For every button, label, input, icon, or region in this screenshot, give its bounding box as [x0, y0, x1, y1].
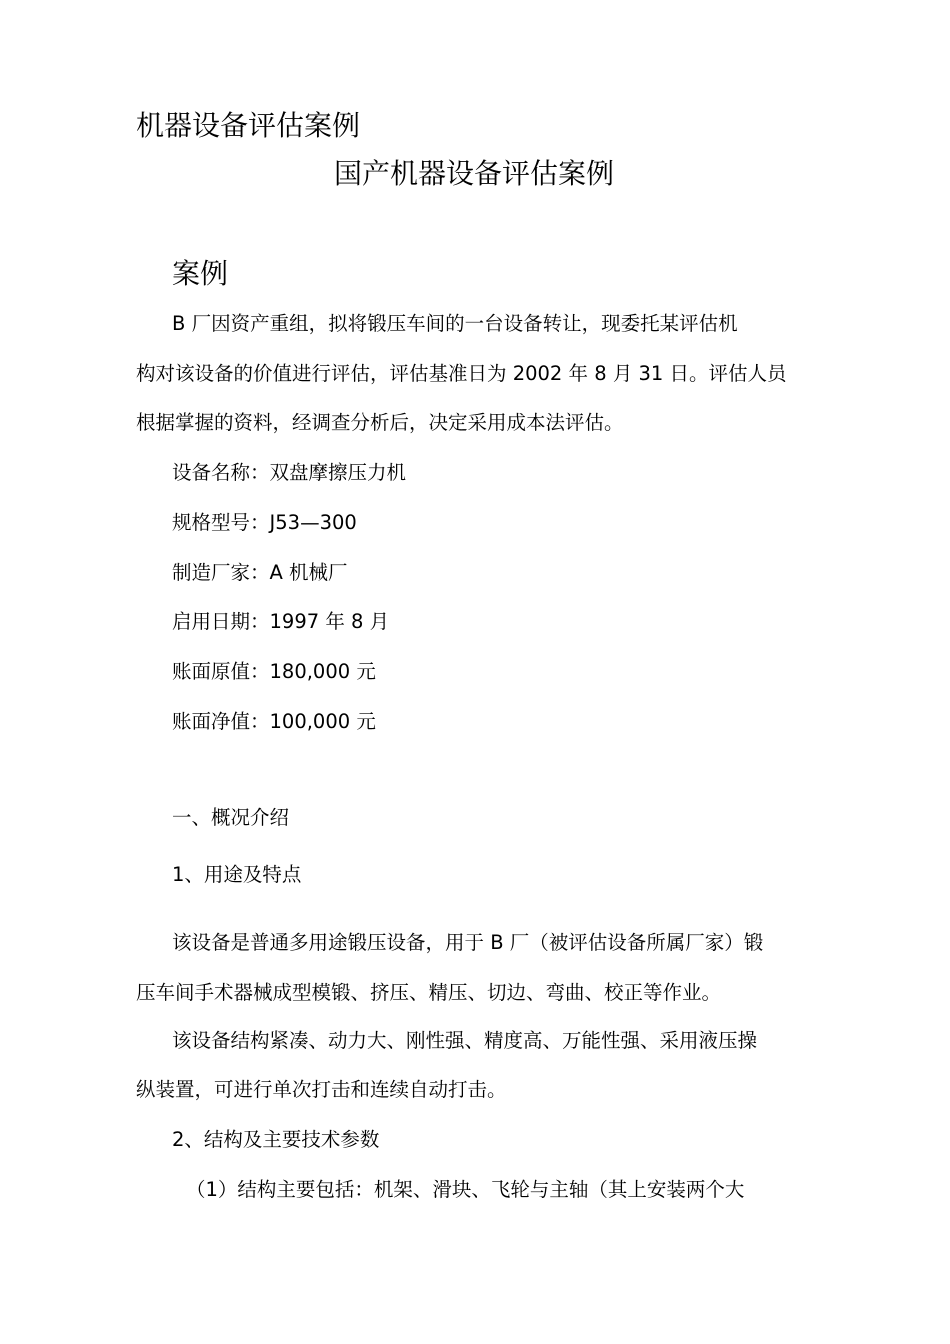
equipment-start-date: 启用日期：1997 年 8 月	[172, 610, 390, 633]
intro-line-1: B 厂因资产重组，拟将锻压车间的一台设备转让，现委托某评估机	[172, 312, 738, 335]
structure-heading: 2、结构及主要技术参数	[172, 1128, 380, 1151]
usage-para1-line-2: 压车间手术器械成型模锻、挤压、精压、切边、弯曲、校正等作业。	[136, 981, 722, 1004]
document-title: 机器设备评估案例	[136, 109, 361, 142]
equipment-manufacturer: 制造厂家：A 机械厂	[172, 561, 348, 584]
overview-heading: 一、概况介绍	[172, 806, 290, 829]
equipment-name: 设备名称：双盘摩擦压力机	[172, 461, 407, 484]
intro-line-3: 根据掌握的资料，经调查分析后，决定采用成本法评估。	[136, 411, 624, 434]
intro-line-2: 构对该设备的价值进行评估，评估基准日为 2002 年 8 月 31 日。评估人员	[136, 362, 787, 385]
equipment-book-original-value: 账面原值：180,000 元	[172, 660, 376, 683]
equipment-book-net-value: 账面净值：100,000 元	[172, 710, 376, 733]
usage-para1-line-1: 该设备是普通多用途锻压设备，用于 B 厂（被评估设备所属厂家）锻	[172, 931, 764, 954]
usage-para2-line-2: 纵装置，可进行单次打击和连续自动打击。	[136, 1078, 507, 1101]
document-subtitle: 国产机器设备评估案例	[334, 157, 615, 190]
usage-para2-line-1: 该设备结构紧凑、动力大、刚性强、精度高、万能性强、采用液压操	[172, 1029, 758, 1052]
equipment-model: 规格型号：J53—300	[172, 511, 357, 534]
usage-heading: 1、用途及特点	[172, 863, 302, 886]
section-heading-case: 案例	[172, 257, 229, 290]
structure-item-1: （1）结构主要包括：机架、滑块、飞轮与主轴（其上安装两个大	[186, 1178, 745, 1201]
